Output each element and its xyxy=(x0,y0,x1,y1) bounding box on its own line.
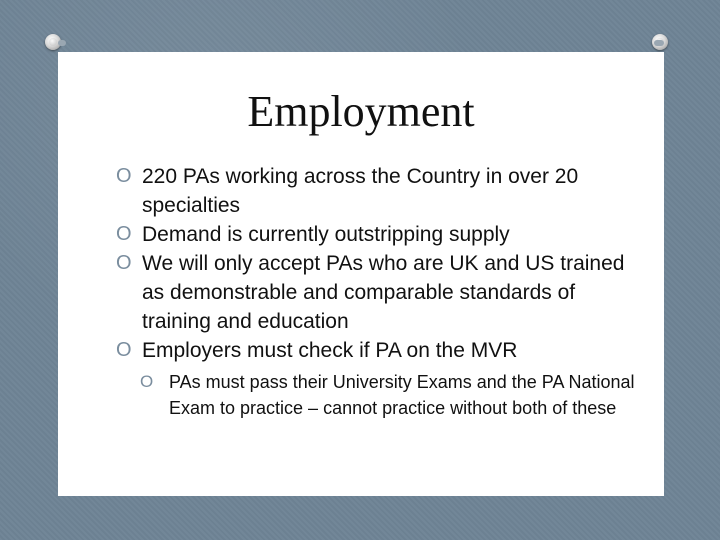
bullet-item xyxy=(58,336,664,365)
bullet-text: 220 PAs working across the Country in over 20 specialties xyxy=(142,165,579,217)
bullet-marker-icon: O xyxy=(116,252,132,274)
sub-bullet-text: PAs must pass their University Exams and the PA National Exam to practice – cannot practice without both of these xyxy=(169,372,635,418)
bullet-text: We will only accept PAs who are UK and US trained as demonstrable and comparable standards of training and education xyxy=(142,252,625,333)
bullet-text: Employers must check if PA on the MVR xyxy=(142,339,518,362)
slide-title: Employment xyxy=(247,87,475,136)
sub-bullet-item xyxy=(58,369,664,421)
pin-tab xyxy=(58,40,66,46)
bullet-marker-icon: O xyxy=(116,223,132,245)
bullet-item xyxy=(58,249,664,336)
bullet-list xyxy=(58,162,664,421)
bullet-item xyxy=(58,220,664,249)
bullet-text: Demand is currently outstripping supply xyxy=(142,223,510,246)
pin-tab xyxy=(654,40,664,46)
bullet-marker-icon: O xyxy=(140,372,154,391)
bullet-item xyxy=(58,162,664,220)
bullet-marker-icon: O xyxy=(116,165,132,187)
bullet-marker-icon: O xyxy=(116,339,132,361)
